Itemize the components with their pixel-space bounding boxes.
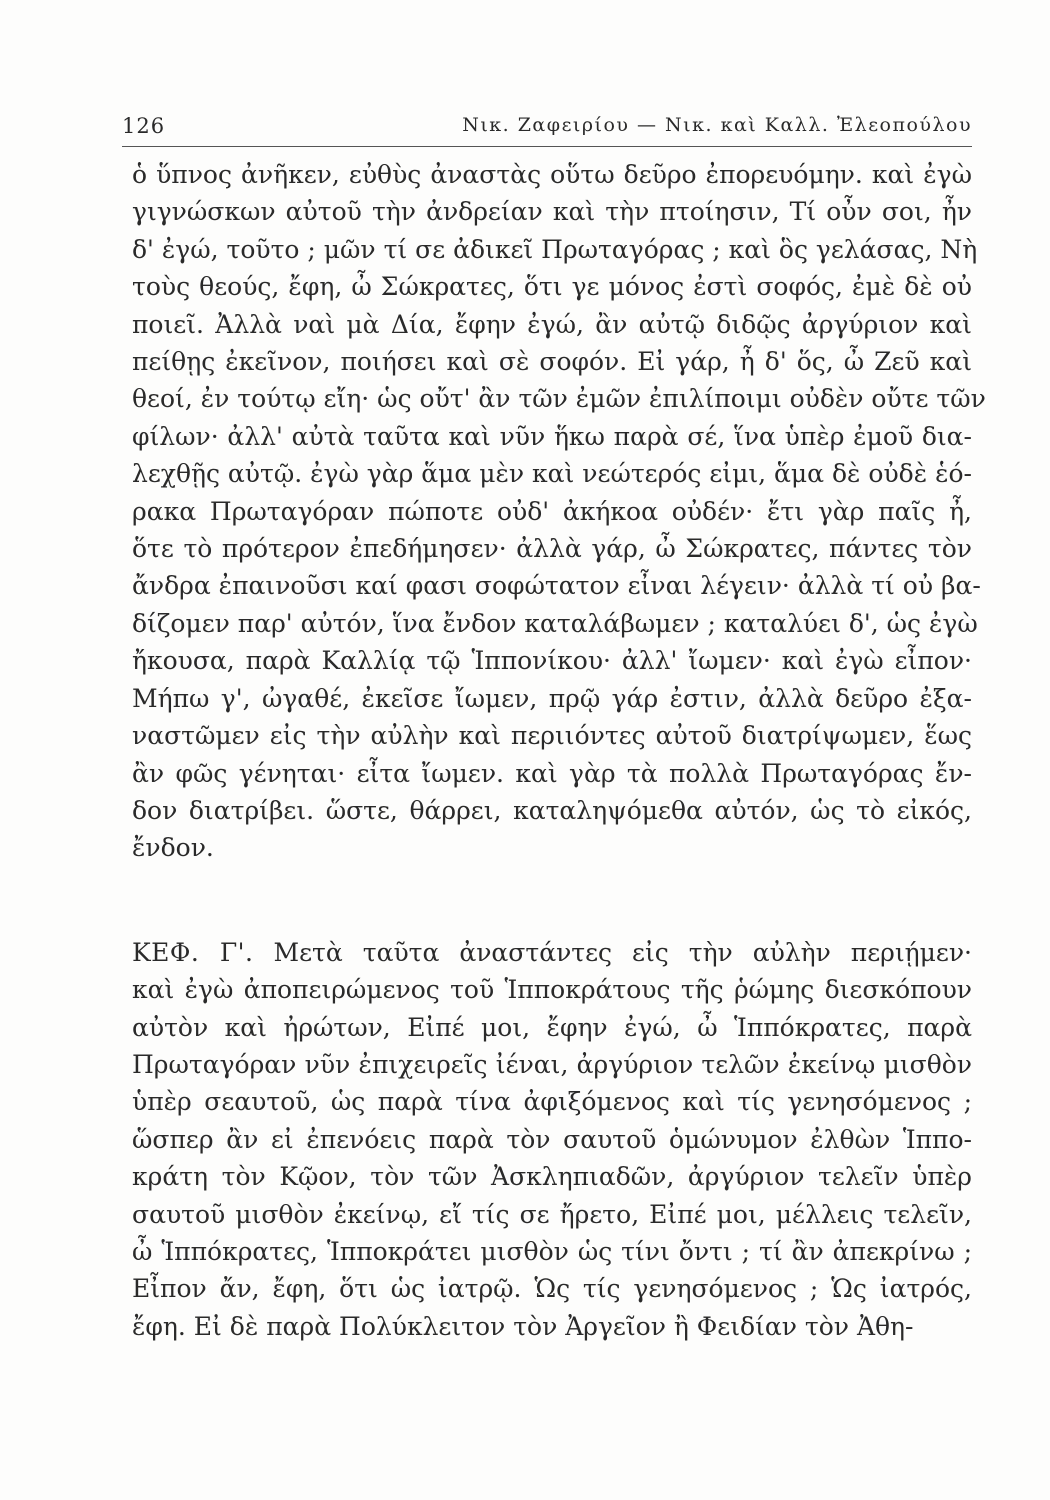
text-line: ἤκουσα, παρὰ Καλλίᾳ τῷ Ἱππονίκου· ἀλλ' ἴωμεν· καὶ ἐγὼ εἶπον· bbox=[132, 646, 972, 676]
text-line-content: Μετὰ ταῦτα ἀναστάντες εἰς τὴν αὐλὴν περιῄμεν· bbox=[273, 937, 973, 967]
text-line: Μήπω γ', ὠγαθέ, ἐκεῖσε ἴωμεν, πρῷ γάρ ἐστιν, ἀλλὰ δεῦρο ἐξα- bbox=[132, 683, 972, 713]
text-line: ὥσπερ ἂν εἰ ἐπενόεις παρὰ τὸν σαυτοῦ ὁμώνυμον ἐλθὼν Ἱππο- bbox=[132, 1124, 972, 1154]
chapter-heading: ΚΕΦ. Γ'. bbox=[132, 937, 254, 967]
header-rule bbox=[122, 146, 972, 147]
text-line: αὐτὸν καὶ ἠρώτων, Εἰπέ μοι, ἔφην ἐγώ, ὦ Ἱππόκρατες, παρὰ bbox=[132, 1012, 972, 1042]
body-text bbox=[132, 156, 986, 1345]
text-line: λεχθῇς αὐτῷ. ἐγὼ γὰρ ἅμα μὲν καὶ νεώτερός εἰμι, ἅμα δὲ οὐδὲ ἑό- bbox=[132, 459, 972, 489]
text-line: ὁ ὕπνος ἀνῆκεν, εὐθὺς ἀναστὰς οὕτω δεῦρο ἐπορευόμην. καὶ ἐγὼ bbox=[132, 160, 972, 189]
text-line: ἄνδρα ἐπαινοῦσι καί φασι σοφώτατον εἶναι λέγειν· ἀλλὰ τί οὐ βα- bbox=[132, 571, 981, 601]
text-line: ποιεῖ. Ἀλλὰ ναὶ μὰ Δία, ἔφην ἐγώ, ἂν αὐτῷ διδῷς ἀργύριον καὶ bbox=[132, 309, 972, 339]
text-line: Πρωταγόραν νῦν ἐπιχειρεῖς ἰέναι, ἀργύριον τελῶν ἐκείνῳ μισθὸν bbox=[132, 1049, 972, 1079]
text-line: θεοί, ἐν τούτῳ εἴη· ὡς οὔτ' ἂν τῶν ἐμῶν ἐπιλίποιμι οὐδὲν οὔτε τῶν bbox=[132, 384, 986, 414]
text-line: καὶ ἐγὼ ἀποπειρώμενος τοῦ Ἱπποκράτους τῆς ῥώμης διεσκόπουν bbox=[132, 975, 972, 1005]
text-line: γιγνώσκων αὐτοῦ τὴν ἀνδρείαν καὶ τὴν πτοίησιν, Τί οὖν σοι, ἦν bbox=[132, 197, 972, 227]
text-line: κράτη τὸν Κῷον, τὸν τῶν Ἀσκληπιαδῶν, ἀργύριον τελεῖν ὑπὲρ bbox=[132, 1162, 972, 1192]
text-line bbox=[132, 934, 972, 971]
text-line: ὦ Ἱππόκρατες, Ἱπποκράτει μισθὸν ὡς τίνι ὄντι ; τί ἂν ἀπεκρίνω ; bbox=[132, 1236, 972, 1266]
text-line: ὅτε τὸ πρότερον ἐπεδήμησεν· ἀλλὰ γάρ, ὦ Σώκρατες, πάντες τὸν bbox=[132, 534, 972, 564]
text-line: δίζομεν παρ' αὐτόν, ἵνα ἔνδον καταλάβωμεν ; καταλύει δ', ὡς ἐγὼ bbox=[132, 608, 978, 638]
text-line: πείθῃς ἐκεῖνον, ποιήσει καὶ σὲ σοφόν. Εἰ γάρ, ἦ δ' ὅς, ὦ Ζεῦ καὶ bbox=[132, 347, 972, 377]
text-line: ἔφη. Εἰ δὲ παρὰ Πολύκλειτον τὸν Ἀργεῖον ἢ Φειδίαν τὸν Ἀθη- bbox=[132, 1311, 914, 1341]
text-line: ἂν φῶς γένηται· εἶτα ἴωμεν. καὶ γὰρ τὰ πολλὰ Πρωταγόρας ἔν- bbox=[132, 758, 972, 788]
text-line: δ' ἐγώ, τοῦτο ; μῶν τί σε ἀδικεῖ Πρωταγόρας ; καὶ ὃς γελάσας, Νὴ bbox=[132, 234, 978, 264]
text-line: ναστῶμεν εἰς τὴν αὐλὴν καὶ περιιόντες αὐτοῦ διατρίψωμεν, ἕως bbox=[132, 721, 972, 751]
text-line: σαυτοῦ μισθὸν ἐκείνῳ, εἴ τίς σε ἤρετο, Εἰπέ μοι, μέλλεις τελεῖν, bbox=[132, 1199, 972, 1229]
text-line: τοὺς θεούς, ἔφη, ὦ Σώκρατες, ὅτι γε μόνος ἐστὶ σοφός, ἐμὲ δὲ οὐ bbox=[132, 272, 972, 302]
text-line: ὑπὲρ σεαυτοῦ, ὡς παρὰ τίνα ἀφιξόμενος καὶ τίς γενησόμενος ; bbox=[132, 1087, 972, 1117]
text-line: ἔνδον. bbox=[132, 833, 214, 863]
running-head bbox=[122, 108, 972, 142]
text-line: φίλων· ἀλλ' αὐτὰ ταῦτα καὶ νῦν ἥκω παρὰ σέ, ἵνα ὑπὲρ ἐμοῦ δια- bbox=[132, 421, 972, 451]
running-title: Νικ. Ζαφειρίου — Νικ. καὶ Καλλ. Ἐλεοπούλου bbox=[462, 114, 972, 136]
text-line: ρακα Πρωταγόραν πώποτε οὐδ' ἀκήκοα οὐδέν· ἔτι γὰρ παῖς ἦ, bbox=[132, 496, 972, 526]
page-number: 126 bbox=[122, 114, 166, 138]
paragraph bbox=[132, 156, 986, 867]
text-line: δον διατρίβει. ὥστε, θάρρει, καταληψόμεθα αὐτόν, ὡς τὸ εἰκός, bbox=[132, 795, 972, 825]
text-line: Εἶπον ἄν, ἔφη, ὅτι ὡς ἰατρῷ. Ὡς τίς γενησόμενος ; Ὡς ἰατρός, bbox=[132, 1274, 972, 1304]
paragraph-chapter-3 bbox=[132, 934, 972, 1345]
